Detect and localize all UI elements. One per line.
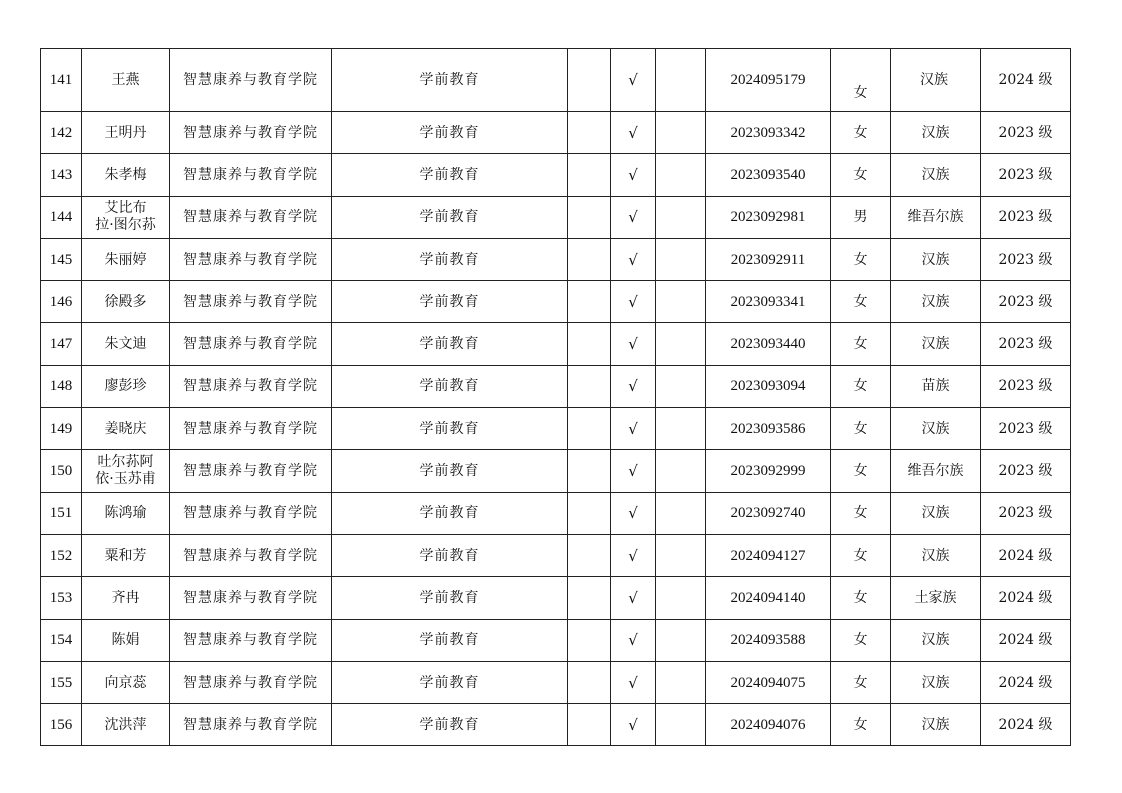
ethnicity-cell: 土家族 <box>891 577 981 619</box>
major-cell: 学前教育 <box>332 365 568 407</box>
blank-cell <box>568 323 611 365</box>
row-number-cell: 146 <box>41 281 82 323</box>
grade-cell: 2023 级 <box>981 492 1071 534</box>
ethnicity-cell: 汉族 <box>891 534 981 576</box>
blank-cell <box>656 196 706 238</box>
student-id-cell: 2023092999 <box>706 450 831 492</box>
college-cell: 智慧康养与教育学院 <box>170 534 332 576</box>
check-mark-cell: √ <box>611 238 656 280</box>
major-cell: 学前教育 <box>332 408 568 450</box>
student-name-cell: 粟和芳 <box>82 534 170 576</box>
college-cell: 智慧康养与教育学院 <box>170 323 332 365</box>
gender-cell: 女 <box>831 450 891 492</box>
ethnicity-cell: 汉族 <box>891 661 981 703</box>
student-name-cell: 沈洪萍 <box>82 704 170 746</box>
blank-cell <box>568 365 611 407</box>
student-id-cell: 2023093586 <box>706 408 831 450</box>
blank-cell <box>656 492 706 534</box>
student-id-cell: 2023093540 <box>706 154 831 196</box>
college-cell: 智慧康养与教育学院 <box>170 281 332 323</box>
row-number-cell: 155 <box>41 661 82 703</box>
college-cell: 智慧康养与教育学院 <box>170 196 332 238</box>
check-mark-cell: √ <box>611 661 656 703</box>
table-row <box>41 323 1071 365</box>
major-cell: 学前教育 <box>332 238 568 280</box>
grade-cell: 2024 级 <box>981 619 1071 661</box>
blank-cell <box>656 408 706 450</box>
grade-cell: 2024 级 <box>981 577 1071 619</box>
blank-cell <box>568 534 611 576</box>
table-row <box>41 238 1071 280</box>
major-cell: 学前教育 <box>332 281 568 323</box>
check-mark-cell: √ <box>611 619 656 661</box>
ethnicity-cell: 维吾尔族 <box>891 450 981 492</box>
blank-cell <box>568 238 611 280</box>
student-name-cell: 王燕 <box>82 49 170 112</box>
grade-cell: 2023 级 <box>981 238 1071 280</box>
grade-cell: 2024 级 <box>981 704 1071 746</box>
major-cell: 学前教育 <box>332 619 568 661</box>
blank-cell <box>656 112 706 154</box>
student-id-cell: 2023092911 <box>706 238 831 280</box>
blank-cell <box>568 281 611 323</box>
check-mark-cell: √ <box>611 704 656 746</box>
blank-cell <box>568 492 611 534</box>
table-row <box>41 112 1071 154</box>
blank-cell <box>568 661 611 703</box>
gender-cell: 女 <box>831 365 891 407</box>
gender-cell: 女 <box>831 704 891 746</box>
table-row <box>41 154 1071 196</box>
ethnicity-cell: 汉族 <box>891 492 981 534</box>
grade-cell: 2024 级 <box>981 49 1071 112</box>
college-cell: 智慧康养与教育学院 <box>170 365 332 407</box>
table-row <box>41 619 1071 661</box>
check-mark-cell: √ <box>611 323 656 365</box>
student-id-cell: 2023093341 <box>706 281 831 323</box>
check-mark-cell: √ <box>611 492 656 534</box>
college-cell: 智慧康养与教育学院 <box>170 492 332 534</box>
major-cell: 学前教育 <box>332 577 568 619</box>
check-mark-cell: √ <box>611 196 656 238</box>
major-cell: 学前教育 <box>332 704 568 746</box>
blank-cell <box>656 619 706 661</box>
check-mark-cell: √ <box>611 450 656 492</box>
grade-cell: 2023 级 <box>981 154 1071 196</box>
ethnicity-cell: 汉族 <box>891 408 981 450</box>
student-name-cell: 朱孝梅 <box>82 154 170 196</box>
row-number-cell: 152 <box>41 534 82 576</box>
check-mark-cell: √ <box>611 534 656 576</box>
student-list-sheet <box>40 48 1070 745</box>
gender-cell: 女 <box>831 534 891 576</box>
gender-cell: 男 <box>831 196 891 238</box>
blank-cell <box>568 408 611 450</box>
gender-cell: 女 <box>831 619 891 661</box>
grade-cell: 2024 级 <box>981 661 1071 703</box>
row-number-cell: 151 <box>41 492 82 534</box>
blank-cell <box>568 450 611 492</box>
check-mark-cell: √ <box>611 154 656 196</box>
blank-cell <box>568 577 611 619</box>
gender-cell: 女 <box>831 577 891 619</box>
row-number-cell: 153 <box>41 577 82 619</box>
ethnicity-cell: 维吾尔族 <box>891 196 981 238</box>
blank-cell <box>568 49 611 112</box>
student-name-cell: 陈娟 <box>82 619 170 661</box>
student-id-cell: 2024093588 <box>706 619 831 661</box>
ethnicity-cell: 汉族 <box>891 49 981 112</box>
student-name-cell: 徐殿多 <box>82 281 170 323</box>
ethnicity-cell: 汉族 <box>891 154 981 196</box>
row-number-cell: 154 <box>41 619 82 661</box>
gender-cell: 女 <box>831 408 891 450</box>
row-number-cell: 144 <box>41 196 82 238</box>
student-name-cell: 朱文迪 <box>82 323 170 365</box>
blank-cell <box>656 534 706 576</box>
gender-cell: 女 <box>831 323 891 365</box>
check-mark-cell: √ <box>611 577 656 619</box>
student-id-cell: 2024094075 <box>706 661 831 703</box>
student-id-cell: 2023093094 <box>706 365 831 407</box>
major-cell: 学前教育 <box>332 534 568 576</box>
student-id-cell: 2024095179 <box>706 49 831 112</box>
major-cell: 学前教育 <box>332 196 568 238</box>
college-cell: 智慧康养与教育学院 <box>170 154 332 196</box>
row-number-cell: 145 <box>41 238 82 280</box>
major-cell: 学前教育 <box>332 323 568 365</box>
major-cell: 学前教育 <box>332 49 568 112</box>
table-body <box>41 49 1071 746</box>
student-table <box>40 48 1071 746</box>
gender-cell: 女 <box>831 154 891 196</box>
gender-cell: 女 <box>831 238 891 280</box>
table-row <box>41 577 1071 619</box>
gender-cell: 女 <box>831 49 891 112</box>
blank-cell <box>656 704 706 746</box>
blank-cell <box>568 112 611 154</box>
blank-cell <box>656 238 706 280</box>
college-cell: 智慧康养与教育学院 <box>170 49 332 112</box>
college-cell: 智慧康养与教育学院 <box>170 450 332 492</box>
ethnicity-cell: 汉族 <box>891 323 981 365</box>
check-mark-cell: √ <box>611 112 656 154</box>
student-id-cell: 2023092740 <box>706 492 831 534</box>
row-number-cell: 142 <box>41 112 82 154</box>
blank-cell <box>568 196 611 238</box>
grade-cell: 2023 级 <box>981 323 1071 365</box>
ethnicity-cell: 汉族 <box>891 281 981 323</box>
check-mark-cell: √ <box>611 49 656 112</box>
grade-cell: 2023 级 <box>981 365 1071 407</box>
gender-cell: 女 <box>831 492 891 534</box>
student-name-cell: 齐冉 <box>82 577 170 619</box>
college-cell: 智慧康养与教育学院 <box>170 408 332 450</box>
student-name-cell: 姜晓庆 <box>82 408 170 450</box>
blank-cell <box>656 577 706 619</box>
table-row <box>41 534 1071 576</box>
row-number-cell: 147 <box>41 323 82 365</box>
row-number-cell: 149 <box>41 408 82 450</box>
major-cell: 学前教育 <box>332 492 568 534</box>
blank-cell <box>656 154 706 196</box>
blank-cell <box>656 450 706 492</box>
blank-cell <box>656 49 706 112</box>
student-name-cell: 王明丹 <box>82 112 170 154</box>
grade-cell: 2023 级 <box>981 281 1071 323</box>
table-row <box>41 450 1071 492</box>
row-number-cell: 141 <box>41 49 82 112</box>
student-name-cell: 廖彭珍 <box>82 365 170 407</box>
ethnicity-cell: 汉族 <box>891 619 981 661</box>
check-mark-cell: √ <box>611 281 656 323</box>
student-id-cell: 2023093342 <box>706 112 831 154</box>
student-name-cell: 艾比布 拉·图尔荪 <box>82 196 170 238</box>
ethnicity-cell: 汉族 <box>891 112 981 154</box>
student-name-cell: 朱丽婷 <box>82 238 170 280</box>
blank-cell <box>656 323 706 365</box>
grade-cell: 2023 级 <box>981 196 1071 238</box>
college-cell: 智慧康养与教育学院 <box>170 577 332 619</box>
table-row <box>41 365 1071 407</box>
student-id-cell: 2024094127 <box>706 534 831 576</box>
row-number-cell: 148 <box>41 365 82 407</box>
blank-cell <box>568 619 611 661</box>
student-name-cell: 吐尔荪阿 依·玉苏甫 <box>82 450 170 492</box>
major-cell: 学前教育 <box>332 154 568 196</box>
row-number-cell: 156 <box>41 704 82 746</box>
college-cell: 智慧康养与教育学院 <box>170 704 332 746</box>
gender-cell: 女 <box>831 661 891 703</box>
student-id-cell: 2024094140 <box>706 577 831 619</box>
row-number-cell: 150 <box>41 450 82 492</box>
grade-cell: 2023 级 <box>981 450 1071 492</box>
table-row <box>41 704 1071 746</box>
student-id-cell: 2023092981 <box>706 196 831 238</box>
table-row <box>41 49 1071 112</box>
blank-cell <box>656 661 706 703</box>
blank-cell <box>656 365 706 407</box>
table-row <box>41 492 1071 534</box>
table-row <box>41 196 1071 238</box>
ethnicity-cell: 汉族 <box>891 704 981 746</box>
check-mark-cell: √ <box>611 365 656 407</box>
ethnicity-cell: 苗族 <box>891 365 981 407</box>
college-cell: 智慧康养与教育学院 <box>170 112 332 154</box>
grade-cell: 2023 级 <box>981 112 1071 154</box>
gender-cell: 女 <box>831 112 891 154</box>
table-row <box>41 281 1071 323</box>
college-cell: 智慧康养与教育学院 <box>170 238 332 280</box>
grade-cell: 2023 级 <box>981 408 1071 450</box>
gender-cell: 女 <box>831 281 891 323</box>
check-mark-cell: √ <box>611 408 656 450</box>
student-name-cell: 陈鸿瑜 <box>82 492 170 534</box>
table-row <box>41 661 1071 703</box>
college-cell: 智慧康养与教育学院 <box>170 619 332 661</box>
student-id-cell: 2023093440 <box>706 323 831 365</box>
row-number-cell: 143 <box>41 154 82 196</box>
major-cell: 学前教育 <box>332 112 568 154</box>
major-cell: 学前教育 <box>332 661 568 703</box>
student-id-cell: 2024094076 <box>706 704 831 746</box>
table-row <box>41 408 1071 450</box>
college-cell: 智慧康养与教育学院 <box>170 661 332 703</box>
blank-cell <box>656 281 706 323</box>
student-name-cell: 向京蕊 <box>82 661 170 703</box>
ethnicity-cell: 汉族 <box>891 238 981 280</box>
grade-cell: 2024 级 <box>981 534 1071 576</box>
blank-cell <box>568 704 611 746</box>
blank-cell <box>568 154 611 196</box>
major-cell: 学前教育 <box>332 450 568 492</box>
